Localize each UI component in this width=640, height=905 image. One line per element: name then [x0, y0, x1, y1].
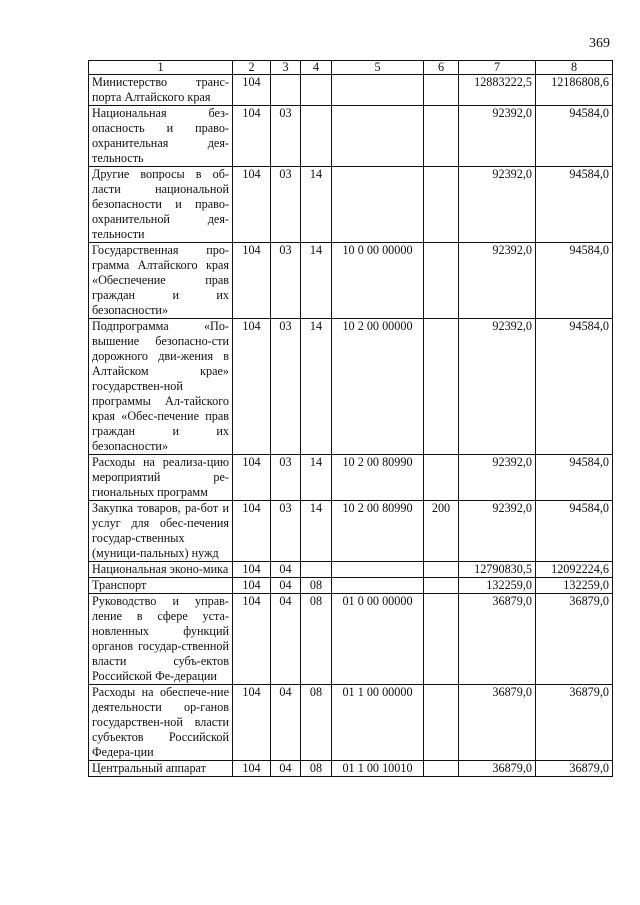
section-code-cell: [271, 75, 301, 106]
expense-type-cell: [424, 243, 459, 319]
table-row: [89, 685, 613, 761]
expense-type-cell: [424, 562, 459, 578]
header-cell: 4: [301, 61, 332, 75]
amount-col8-cell: 36879,0: [536, 594, 613, 685]
expense-type-cell: [424, 106, 459, 167]
header-cell: 2: [233, 61, 271, 75]
subsection-code-cell: 08: [301, 761, 332, 777]
ministry-code-cell: 104: [233, 685, 271, 761]
amount-col7-cell: 12790830,5: [459, 562, 536, 578]
budget-table: [88, 60, 613, 777]
target-article-cell: 01 1 00 10010: [332, 761, 424, 777]
section-code-cell: 04: [271, 761, 301, 777]
table-row: [89, 578, 613, 594]
subsection-code-cell: 08: [301, 578, 332, 594]
ministry-code-cell: 104: [233, 75, 271, 106]
amount-col7-cell: 12883222,5: [459, 75, 536, 106]
item-name-cell: Руководство и управ-ление в сфере уста-новленных функций органов государ-ственной власти субъ-ектов Российской Фе-дерации: [89, 594, 233, 685]
subsection-code-cell: 08: [301, 685, 332, 761]
table-row: [89, 761, 613, 777]
ministry-code-cell: 104: [233, 562, 271, 578]
amount-col7-cell: 92392,0: [459, 319, 536, 455]
table-row: [89, 562, 613, 578]
header-cell: 6: [424, 61, 459, 75]
header-cell: 1: [89, 61, 233, 75]
expense-type-cell: [424, 75, 459, 106]
section-code-cell: 03: [271, 319, 301, 455]
subsection-code-cell: [301, 75, 332, 106]
target-article-cell: 10 2 00 00000: [332, 319, 424, 455]
header-cell: 5: [332, 61, 424, 75]
amount-col7-cell: 92392,0: [459, 501, 536, 562]
item-name-cell: Центральный аппарат: [89, 761, 233, 777]
header-cell: 3: [271, 61, 301, 75]
expense-type-cell: 200: [424, 501, 459, 562]
table-row: [89, 75, 613, 106]
amount-col8-cell: 94584,0: [536, 167, 613, 243]
section-code-cell: 03: [271, 243, 301, 319]
subsection-code-cell: 14: [301, 501, 332, 562]
subsection-code-cell: [301, 106, 332, 167]
section-code-cell: 04: [271, 594, 301, 685]
target-article-cell: [332, 75, 424, 106]
expense-type-cell: [424, 455, 459, 501]
amount-col8-cell: 94584,0: [536, 243, 613, 319]
ministry-code-cell: 104: [233, 455, 271, 501]
target-article-cell: 10 2 00 80990: [332, 501, 424, 562]
expense-type-cell: [424, 761, 459, 777]
expense-type-cell: [424, 578, 459, 594]
page-number: 369: [589, 36, 610, 51]
target-article-cell: 01 0 00 00000: [332, 594, 424, 685]
item-name-cell: Транспорт: [89, 578, 233, 594]
item-name-cell: Подпрограмма «По-вышение безопасно-сти дорожного дви-жения в Алтайском крае» государствен-ной программы Ал-тайского края «Обес-печение прав граждан и их безопасности»: [89, 319, 233, 455]
section-code-cell: 04: [271, 578, 301, 594]
item-name-cell: Другие вопросы в об-ласти национальной безопасности и право-охранительной дея-тельности: [89, 167, 233, 243]
target-article-cell: 10 2 00 80990: [332, 455, 424, 501]
amount-col7-cell: 92392,0: [459, 106, 536, 167]
header-row: [89, 61, 613, 75]
header-cell: 8: [536, 61, 613, 75]
target-article-cell: 01 1 00 00000: [332, 685, 424, 761]
amount-col8-cell: 12186808,6: [536, 75, 613, 106]
subsection-code-cell: 14: [301, 167, 332, 243]
ministry-code-cell: 104: [233, 106, 271, 167]
subsection-code-cell: 14: [301, 455, 332, 501]
amount-col7-cell: 92392,0: [459, 167, 536, 243]
section-code-cell: 04: [271, 685, 301, 761]
subsection-code-cell: 14: [301, 243, 332, 319]
amount-col7-cell: 36879,0: [459, 761, 536, 777]
amount-col8-cell: 36879,0: [536, 761, 613, 777]
table-row: [89, 319, 613, 455]
target-article-cell: [332, 578, 424, 594]
ministry-code-cell: 104: [233, 594, 271, 685]
section-code-cell: 03: [271, 455, 301, 501]
section-code-cell: 03: [271, 106, 301, 167]
item-name-cell: Закупка товаров, ра-бот и услуг для обес-печения государ-ственных (муници-пальных) нужд: [89, 501, 233, 562]
expense-type-cell: [424, 594, 459, 685]
item-name-cell: Национальная эконо-мика: [89, 562, 233, 578]
table-row: [89, 167, 613, 243]
subsection-code-cell: 14: [301, 319, 332, 455]
amount-col7-cell: 36879,0: [459, 594, 536, 685]
ministry-code-cell: 104: [233, 501, 271, 562]
item-name-cell: Государственная про-грамма Алтайского края «Обеспечение прав граждан и их безопасности»: [89, 243, 233, 319]
amount-col8-cell: 94584,0: [536, 106, 613, 167]
expense-type-cell: [424, 167, 459, 243]
amount-col8-cell: 94584,0: [536, 455, 613, 501]
ministry-code-cell: 104: [233, 761, 271, 777]
amount-col8-cell: 94584,0: [536, 501, 613, 562]
amount-col7-cell: 36879,0: [459, 685, 536, 761]
target-article-cell: [332, 106, 424, 167]
expense-type-cell: [424, 319, 459, 455]
item-name-cell: Расходы на реализа-цию мероприятий ре-гиональных программ: [89, 455, 233, 501]
section-code-cell: 04: [271, 562, 301, 578]
table-row: [89, 455, 613, 501]
amount-col7-cell: 92392,0: [459, 243, 536, 319]
target-article-cell: [332, 167, 424, 243]
table-row: [89, 594, 613, 685]
section-code-cell: 03: [271, 501, 301, 562]
table-row: [89, 243, 613, 319]
expense-type-cell: [424, 685, 459, 761]
amount-col8-cell: 94584,0: [536, 319, 613, 455]
ministry-code-cell: 104: [233, 243, 271, 319]
amount-col8-cell: 12092224,6: [536, 562, 613, 578]
target-article-cell: [332, 562, 424, 578]
table-row: [89, 501, 613, 562]
table-row: [89, 106, 613, 167]
item-name-cell: Национальная без-опасность и право-охранительная дея-тельность: [89, 106, 233, 167]
amount-col8-cell: 132259,0: [536, 578, 613, 594]
amount-col8-cell: 36879,0: [536, 685, 613, 761]
amount-col7-cell: 132259,0: [459, 578, 536, 594]
subsection-code-cell: 08: [301, 594, 332, 685]
ministry-code-cell: 104: [233, 578, 271, 594]
ministry-code-cell: 104: [233, 319, 271, 455]
subsection-code-cell: [301, 562, 332, 578]
header-cell: 7: [459, 61, 536, 75]
amount-col7-cell: 92392,0: [459, 455, 536, 501]
item-name-cell: Расходы на обеспече-ние деятельности ор-ганов государствен-ной власти субъектов Российской Федера-ции: [89, 685, 233, 761]
ministry-code-cell: 104: [233, 167, 271, 243]
section-code-cell: 03: [271, 167, 301, 243]
target-article-cell: 10 0 00 00000: [332, 243, 424, 319]
item-name-cell: Министерство транс-порта Алтайского края: [89, 75, 233, 106]
